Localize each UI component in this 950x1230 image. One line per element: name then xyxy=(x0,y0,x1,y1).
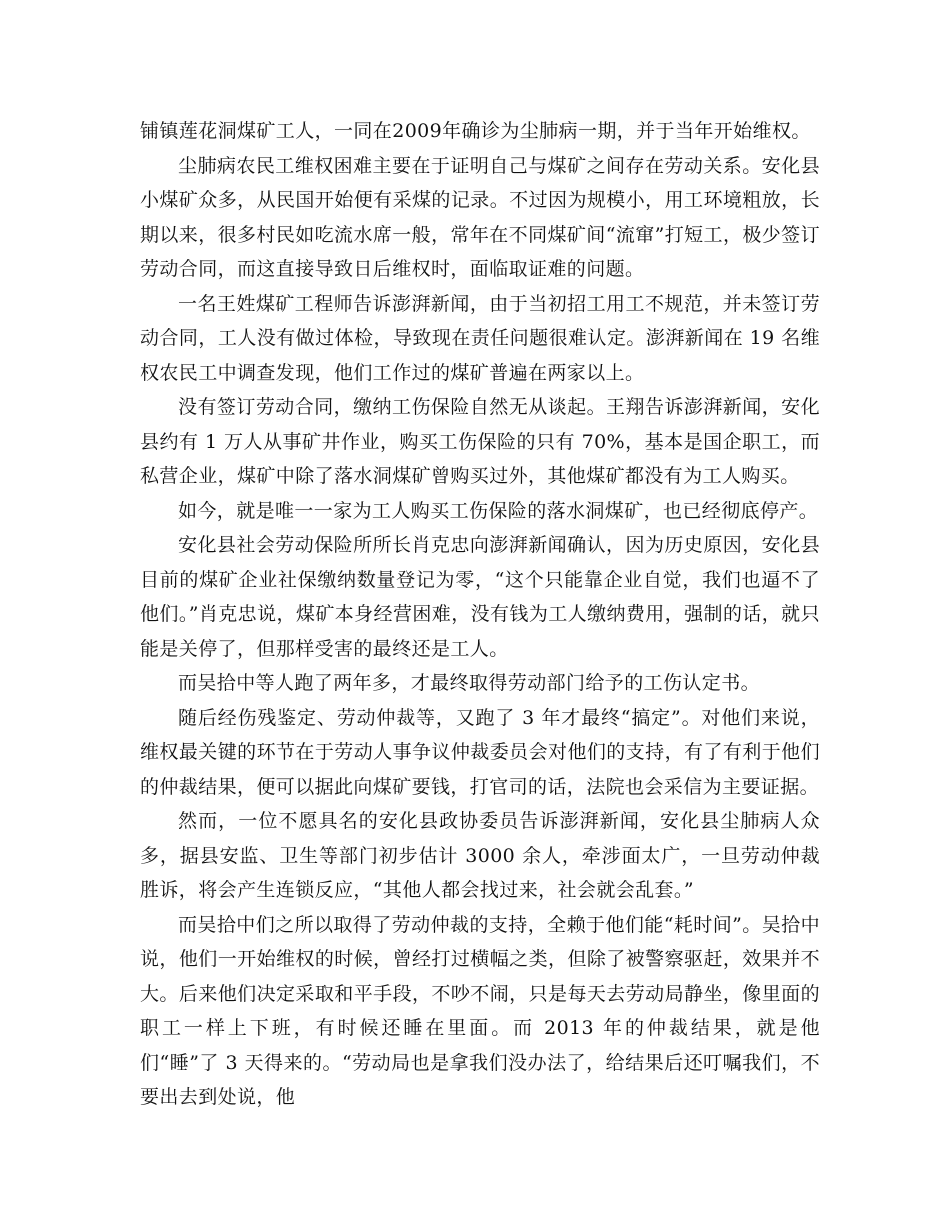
paragraph-4: 没有签订劳动合同，缴纳工伤保险自然无从谈起。王翔告诉澎湃新闻，安化县约有 1 万人从事矿井作业，购买工伤保险的只有 70%，基本是国企职工，而私营企业，煤矿中除了落水洞煤矿曾购买过外，其他煤矿都没有为工人购买。 xyxy=(140,396,820,487)
paragraph-7: 而吴拾中等人跑了两年多，才最终取得劳动部门给予的工伤认定书。 xyxy=(178,672,761,694)
paragraph-1: 铺镇莲花洞煤矿工人，一同在2009年确诊为尘肺病一期，并于当年开始维权。 xyxy=(140,120,811,142)
paragraph-3: 一名王姓煤矿工程师告诉澎湃新闻，由于当初招工用工不规范，并未签订劳动合同，工人没有做过体检，导致现在责任问题很难认定。澎湃新闻在 19 名维权农民工中调查发现，他们工作过的煤矿普遍在两家以上。 xyxy=(140,292,820,384)
paragraph-6: 安化县社会劳动保险所所长肖克忠向澎湃新闻确认，因为历史原因，安化县目前的煤矿企业社保缴纳数量登记为零，“这个只能靠企业自觉，我们也逼不了他们。”肖克忠说，煤矿本身经营困难，没有钱为工人缴纳费用，强制的话，就只能是关停了，但那样受害的最终还是工人。 xyxy=(140,534,820,660)
paragraph-2: 尘肺病农民工维权困难主要在于证明自己与煤矿之间存在劳动关系。安化县小煤矿众多，从民国开始便有采煤的记录。不过因为规模小，用工环境粗放，长期以来，很多村民如吃流水席一般，常年在不同煤矿间“流窜”打短工，极少签订劳动合同，而这直接导致日后维权时，面临取证难的问题。 xyxy=(140,154,820,280)
article-body xyxy=(140,114,820,1115)
paragraph-8: 随后经伤残鉴定、劳动仲裁等，又跑了 3 年才最终“搞定”。对他们来说，维权最关键的环节在于劳动人事争议仲裁委员会对他们的支持，有了有利于他们的仲裁结果，便可以据此向煤矿要钱，打官司的话，法院也会采信为主要证据。 xyxy=(140,706,820,798)
paragraph-5: 如今，就是唯一一家为工人购买工伤保险的落水洞煤矿，也已经彻底停产。 xyxy=(178,499,819,522)
paragraph-9: 然而，一位不愿具名的安化县政协委员告诉澎湃新闻，安化县尘肺病人众多，据县安监、卫生等部门初步估计 3000 余人，牵涉面太广，一旦劳动仲裁胜诉，将会产生连锁反应，“其他人都会找过来，社会就会乱套。” xyxy=(140,810,820,901)
paragraph-10: 而吴拾中们之所以取得了劳动仲裁的支持，全赖于他们能“耗时间”。吴拾中说，他们一开始维权的时候，曾经打过横幅之类，但除了被警察驱赶，效果并不大。后来他们决定采取和平手段，不吵不闹，只是每天去劳动局静坐，像里面的职工一样上下班，有时候还睡在里面。而 2013 年的仲裁结果，就是他们“睡”了 3 天得来的。“劳动局也是拿我们没办法了，给结果后还叮嘱我们，不要出去到处说，他 xyxy=(140,913,820,1108)
